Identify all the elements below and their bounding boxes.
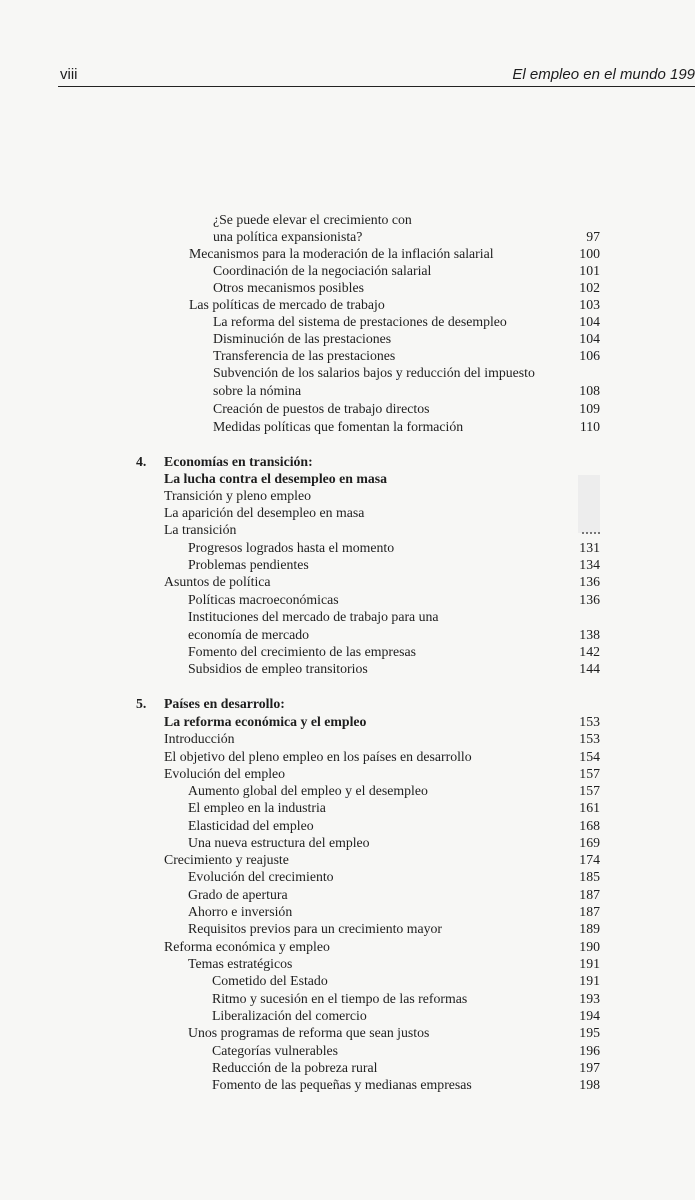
toc-entry-page: 108 — [579, 383, 600, 398]
toc-entry-text: Grado de apertura — [188, 887, 288, 902]
toc-entry-page: 157 — [579, 783, 600, 798]
toc-entry-page: 110 — [579, 419, 600, 434]
toc-entry-page: 103 — [579, 297, 600, 312]
toc-entry-page: 197 — [579, 1060, 600, 1075]
toc-entry-text: Crecimiento y reajuste — [164, 852, 289, 867]
toc-entry-text: Requisitos previos para un crecimiento mayor — [188, 921, 443, 936]
chapter-title: Economías en transición: — [164, 454, 313, 469]
toc-entry-page: 161 — [579, 800, 600, 815]
toc-entry-text: Una nueva estructura del empleo — [188, 835, 370, 850]
toc-entry-text: Categorías vulnerables — [212, 1043, 339, 1058]
chapter-subtitle: La lucha contra el desempleo en masa — [164, 471, 388, 486]
toc-entry-text: Reforma económica y empleo — [164, 939, 330, 954]
chapter-title: Países en desarrollo: — [164, 696, 285, 711]
toc-entry-page: 196 — [579, 1043, 600, 1058]
toc-entry-page: 138 — [579, 627, 600, 642]
toc-entry-text: El objetivo del pleno empleo en los países en desarrollo — [164, 749, 472, 764]
toc-entry-text: sobre la nómina — [213, 383, 302, 398]
toc-entry-text: La reforma del sistema de prestaciones de desempleo — [213, 314, 507, 329]
toc-entry-page: 190 — [579, 939, 600, 954]
toc-entry-page: 194 — [579, 1008, 600, 1023]
toc-entry-text: Transferencia de las prestaciones — [213, 348, 396, 363]
toc-entry-page: 131 — [579, 540, 600, 555]
scan-obscured-area — [578, 475, 600, 533]
toc-entry-text: Instituciones del mercado de trabajo para una — [188, 609, 439, 624]
scan-artifact — [582, 528, 600, 534]
toc-entry-text: Elasticidad del empleo — [188, 818, 314, 833]
toc-entry-text: Mecanismos para la moderación de la inflación salarial — [189, 246, 494, 261]
toc-entry-text: Reducción de la pobreza rural — [212, 1060, 378, 1075]
toc-entry-text: Creación de puestos de trabajo directos — [213, 401, 430, 416]
toc-entry-page: 191 — [579, 973, 600, 988]
toc-entry-page: 134 — [579, 557, 600, 572]
toc-entry-page: 106 — [579, 348, 600, 363]
toc-entry-text: Evolución del crecimiento — [188, 869, 334, 884]
toc-entry-text: La aparición del desempleo en masa — [164, 505, 365, 520]
toc-entry-page: 185 — [579, 869, 600, 884]
toc-entry-text: Políticas macroeconómicas — [188, 592, 339, 607]
toc-entry-page: 136 — [579, 574, 600, 589]
toc-entry-text: Otros mecanismos posibles — [213, 280, 364, 295]
toc-entry-text: Disminución de las prestaciones — [213, 331, 392, 346]
toc-entry-text: Introducción — [164, 731, 235, 746]
toc-entry-page: 100 — [579, 246, 600, 261]
page-number-roman: viii — [60, 66, 78, 83]
toc-entry-page: 102 — [579, 280, 600, 295]
toc-entry-page: 136 — [579, 592, 600, 607]
toc-entry-page: 168 — [579, 818, 600, 833]
chapter-number: 5. — [136, 696, 147, 711]
toc-entry-text: El empleo en la industria — [188, 800, 326, 815]
toc-entry-text: Coordinación de la negociación salarial — [213, 263, 432, 278]
toc-entry-page: 104 — [579, 314, 600, 329]
toc-entry-page: 97 — [586, 229, 600, 244]
toc-entry-text: Ahorro e inversión — [188, 904, 293, 919]
toc-entry-page: 101 — [579, 263, 600, 278]
toc-entry-text: Aumento global del empleo y el desempleo — [188, 783, 428, 798]
toc-entry-text: Subvención de los salarios bajos y reducción del impuesto — [213, 365, 535, 380]
toc-entry-text: Fomento del crecimiento de las empresas — [188, 644, 416, 659]
toc-entry-page: 195 — [579, 1025, 600, 1040]
toc-entry-text: Progresos logrados hasta el momento — [188, 540, 395, 555]
toc-entry-page: 189 — [579, 921, 600, 936]
running-title: El empleo en el mundo 199 — [512, 66, 695, 83]
toc-entry-page: 187 — [579, 904, 600, 919]
toc-entry-text: Cometido del Estado — [212, 973, 328, 988]
toc-entry-text: ¿Se puede elevar el crecimiento con — [213, 212, 412, 227]
toc-entry-page: 187 — [579, 887, 600, 902]
toc-entry-text: Ritmo y sucesión en el tiempo de las reformas — [212, 991, 468, 1006]
toc-entry-text: Las políticas de mercado de trabajo — [189, 297, 385, 312]
toc-entry-page: 153 — [579, 731, 600, 746]
toc-entry-page: 169 — [579, 835, 600, 850]
toc-entry-text: Problemas pendientes — [188, 557, 309, 572]
toc-entry-page: 174 — [579, 852, 600, 867]
toc-entry-page: 154 — [579, 749, 600, 764]
toc-entry-page: 104 — [579, 331, 600, 346]
toc-entry-text: Medidas políticas que fomentan la formación — [213, 419, 464, 434]
chapter-number: 4. — [136, 454, 147, 469]
toc-entry-page: 198 — [579, 1077, 600, 1092]
toc-entry-text: Temas estratégicos — [188, 956, 293, 971]
toc-entry-text: Evolución del empleo — [164, 766, 286, 781]
toc-entry-text: economía de mercado — [188, 627, 310, 642]
toc-entry-text: Fomento de las pequeñas y medianas empresas — [212, 1077, 472, 1092]
toc-entry-text: La transición — [164, 522, 237, 537]
toc-entry-page: 157 — [579, 766, 600, 781]
toc-entry-text: Subsidios de empleo transitorios — [188, 661, 368, 676]
toc-entry-text: Transición y pleno empleo — [164, 488, 312, 503]
chapter-subtitle: La reforma económica y el empleo — [164, 714, 367, 729]
toc-entry-text: Asuntos de política — [164, 574, 271, 589]
toc-entry-page: 109 — [579, 401, 600, 416]
toc-entry-page: 153 — [579, 714, 600, 729]
toc-entry-page: 142 — [579, 644, 600, 659]
toc-entry-text: Liberalización del comercio — [212, 1008, 367, 1023]
toc-entry-text: Unos programas de reforma que sean justos — [188, 1025, 430, 1040]
toc-entry-page: 191 — [579, 956, 600, 971]
toc-entry-page: 144 — [579, 661, 600, 676]
toc-entry-page: 193 — [579, 991, 600, 1006]
toc-entry-text: una política expansionista? — [213, 229, 363, 244]
